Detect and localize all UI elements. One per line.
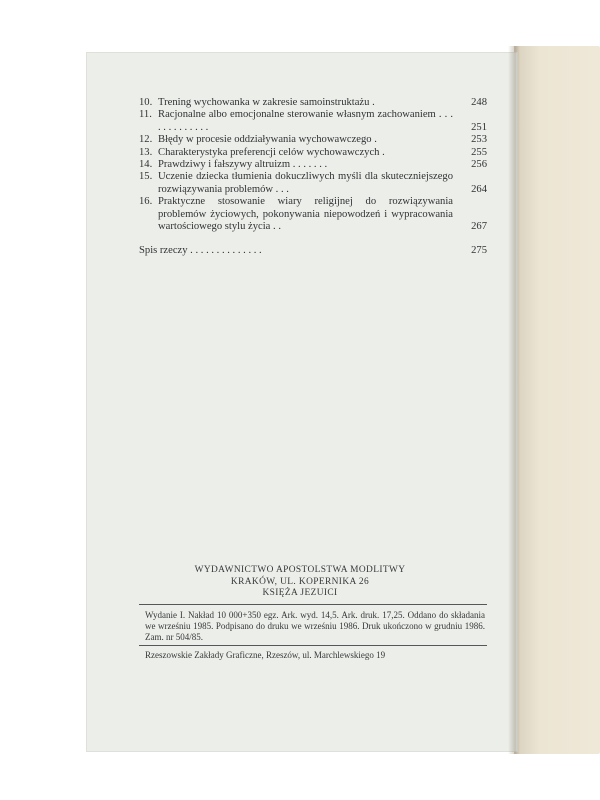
- toc-entry-number: 15.: [139, 171, 153, 183]
- toc-entry-number: 13.: [139, 146, 153, 158]
- toc-entry: [139, 109, 487, 134]
- divider-rule: [139, 604, 487, 605]
- toc-entry-title: Błędy w procesie oddziaływania wychowawczego .: [158, 134, 377, 146]
- toc-entry: [139, 134, 487, 146]
- toc-entry-number: 11.: [139, 109, 152, 121]
- table-of-contents: [139, 97, 487, 258]
- toc-entry: [139, 171, 487, 196]
- toc-entry-title: Prawdziwy i fałszywy altruizm . . . . . . .: [158, 159, 328, 171]
- publisher-order: KSIĘŻA JEZUICI: [262, 588, 338, 599]
- toc-entry: [139, 196, 487, 233]
- toc-entry-title: Racjonalne albo emocjonalne sterowanie własnym zachowaniem . . . . . . . . . . . . .: [158, 109, 453, 133]
- toc-entry-page: 253: [471, 134, 487, 146]
- toc-entry: [139, 147, 487, 159]
- publisher-address: KRAKÓW, UL. KOPERNIKA 26: [230, 576, 370, 587]
- divider-rule: [139, 645, 487, 646]
- toc-entry-title: Trening wychowanka w zakresie samoinstruktażu .: [158, 97, 375, 108]
- toc-entry-page: 251: [471, 121, 487, 133]
- toc-entry-page: 264: [471, 183, 487, 195]
- toc-entry-page: 267: [471, 221, 487, 233]
- publisher-imprint: [150, 565, 450, 600]
- publisher-name: WYDAWNICTWO APOSTOLSTWA MODLITWY: [194, 565, 406, 575]
- printer-info: Rzeszowskie Zakłady Graficzne, Rzeszów, ul. Marchlewskiego 19: [145, 650, 386, 660]
- toc-entry-title: Praktyczne stosowanie wiary religijnej do rozwiązywania problemów życiowych, pokonywania niepowodzeń i wypracowania wartościowego stylu życia . .: [158, 196, 453, 233]
- toc-entry-number: 12.: [139, 134, 153, 146]
- toc-entry-page: 275: [471, 245, 487, 257]
- toc-entry-page: 256: [471, 159, 487, 171]
- toc-entry-number: 10.: [139, 97, 153, 108]
- toc-entry-page: 248: [471, 97, 487, 108]
- toc-entry-number: 16.: [139, 196, 153, 208]
- toc-entry-title: Uczenie dziecka tłumienia dokuczliwych myśli dla skuteczniejszego rozwiązywania problemów . . .: [158, 171, 453, 195]
- toc-entry-contents-list: [139, 245, 487, 257]
- toc-entry: [139, 159, 487, 171]
- page-gutter: [508, 46, 520, 754]
- toc-entry: [139, 97, 487, 109]
- publication-details: Wydanie I. Nakład 10 000+350 egz. Ark. wyd. 14,5. Ark. druk. 17,25. Oddano do składania we wrześniu 1985. Podpisano do druku we wrześniu 1986. Druk ukończono w grudniu 1986. Zam. nr 504/85.: [145, 610, 485, 642]
- toc-entry-page: 255: [471, 146, 487, 158]
- toc-entry-title: Spis rzeczy . . . . . . . . . . . . . .: [139, 245, 262, 257]
- facing-page: [514, 46, 600, 754]
- toc-entry-number: 14.: [139, 159, 153, 171]
- toc-entry-title: Charakterystyka preferencji celów wychowawczych .: [158, 146, 385, 158]
